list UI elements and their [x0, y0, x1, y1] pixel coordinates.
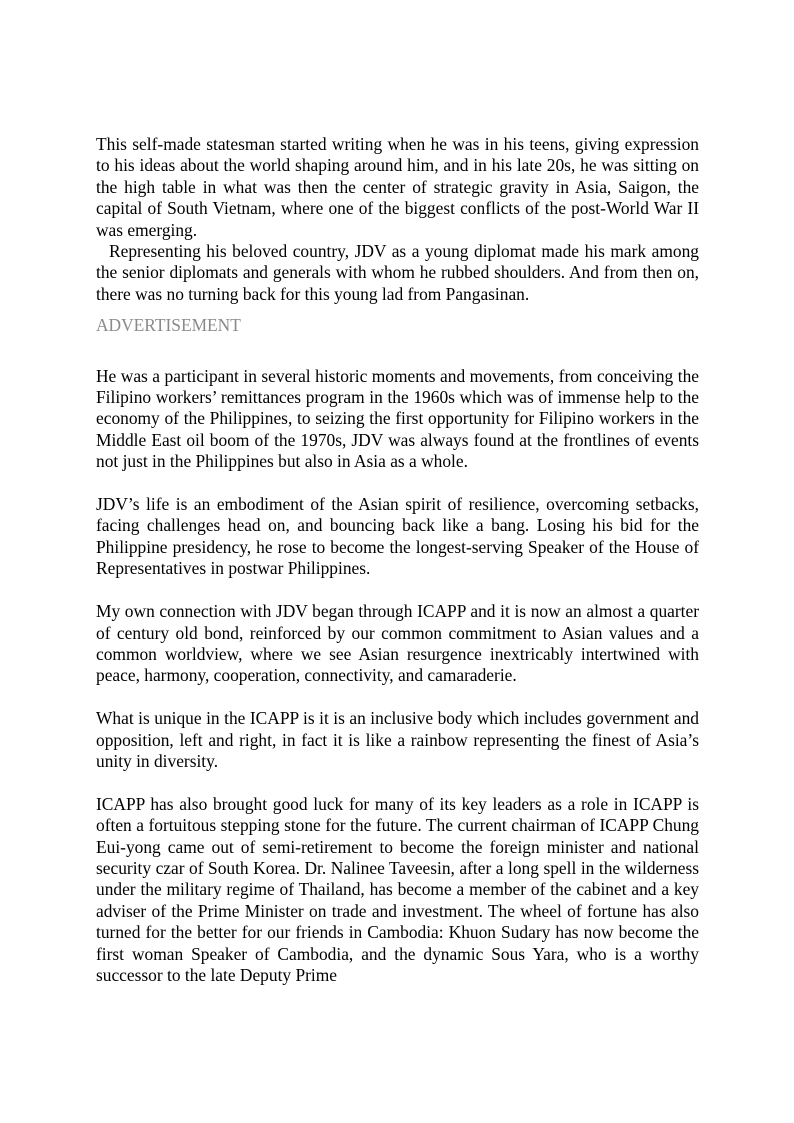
paragraph-resilience: JDV’s life is an embodiment of the Asian spirit of resilience, overcoming setbacks, facing challenges head on, and bouncing back like a bang. Losing his bid for the Philippine presidency, he rose to become the longest-serving Speaker of the House of Representatives in postwar Philippines.	[96, 494, 699, 579]
paragraph-icapp-connection: My own connection with JDV began through ICAPP and it is now an almost a quarter of century old bond, reinforced by our common commitment to Asian values and a common worldview, where we see Asian resurgence inextricably intertwined with peace, harmony, cooperation, connectivity, and camaraderie.	[96, 601, 699, 686]
document-page	[96, 134, 699, 986]
paragraph-icapp-leaders: ICAPP has also brought good luck for many of its key leaders as a role in ICAPP is often a fortuitous stepping stone for the future. The current chairman of ICAPP Chung Eui-yong came out of semi-retirement to become the foreign minister and national security czar of South Korea. Dr. Nalinee Taveesin, after a long spell in the wilderness under the military regime of Thailand, has become a member of the cabinet and a key adviser of the Prime Minister on trade and investment. The wheel of fortune has also turned for the better for our friends in Cambodia: Khuon Sudary has now become the first woman Speaker of Cambodia, and the dynamic Sous Yara, who is a worthy successor to the late Deputy Prime	[96, 793, 699, 985]
paragraph-young-diplomat: Representing his beloved country, JDV as a young diplomat made his mark among the senior diplomats and generals with whom he rubbed shoulders. And from then on, there was no turning back for this young lad from Pangasinan.	[96, 241, 699, 304]
paragraph-icapp-unique: What is unique in the ICAPP is it is an inclusive body which includes government and opposition, left and right, in fact it is like a rainbow representing the finest of Asia’s unity in diversity.	[96, 708, 699, 771]
advertisement-label: ADVERTISEMENT	[96, 315, 241, 336]
paragraph-early-career: This self-made statesman started writing when he was in his teens, giving expression to his ideas about the world shaping around him, and in his late 20s, he was sitting on the high table in what was then the center of strategic gravity in Asia, Saigon, the capital of South Vietnam, where one of the biggest conflicts of the post-World War II was emerging.	[96, 134, 699, 240]
paragraph-historic-moments: He was a participant in several historic moments and movements, from conceiving the Filipino workers’ remittances program in the 1960s which was of immense help to the economy of the Philippines, to seizing the first opportunity for Filipino workers in the Middle East oil boom of the 1970s, JDV was always found at the frontlines of events not just in the Philippines but also in Asia as a whole.	[96, 365, 699, 472]
